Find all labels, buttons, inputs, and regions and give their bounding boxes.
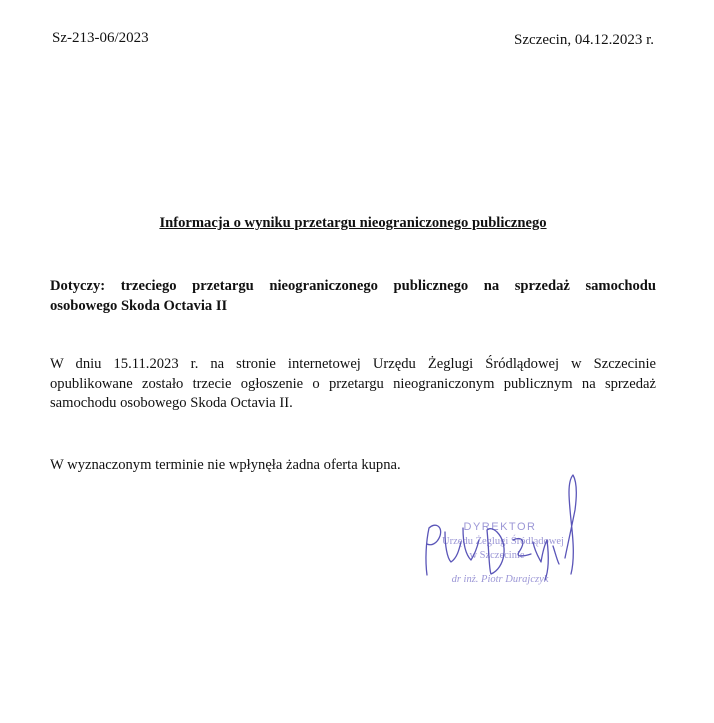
stamp-graphic: [405, 470, 605, 595]
body-paragraph: [50, 355, 656, 414]
reference-number: Sz-213-06/2023: [52, 30, 149, 46]
body-line: samochodu osobowego Skoda Octavia II.: [50, 395, 293, 411]
stamp-role-text: DYREKTOR: [463, 521, 537, 533]
document-title: Informacja o wyniku przetargu nieograniczonego publicznego: [159, 215, 547, 231]
place-and-date: Szczecin, 04.12.2023 r.: [514, 32, 654, 48]
subject-paragraph: [50, 276, 656, 316]
stamp-name-text: dr inż. Piotr Durajczyk: [451, 574, 549, 585]
body-line: opublikowane zostało trzecie ogłoszenie o przetargu nieograniczonym publicznym na sprzedaż: [50, 375, 656, 392]
body-line: W dniu 15.11.2023 r. na stronie internetowej Urzędu Żeglugi Śródlądowej w Szczecinie: [50, 356, 656, 372]
director-stamp-and-signature: [405, 470, 605, 595]
subject-line: Dotyczy: trzeciego przetargu nieograniczonego publicznego na sprzedaż samochodu: [50, 278, 656, 294]
stamp-city-text: w Szczecinie: [469, 550, 525, 561]
subject-line: osobowego Skoda Octavia II: [50, 298, 228, 314]
stamp-office-text: Urzędu Żeglugi Śródlądowej: [442, 536, 564, 547]
outcome-statement: W wyznaczonym terminie nie wpłynęła żadna oferta kupna.: [50, 457, 401, 473]
